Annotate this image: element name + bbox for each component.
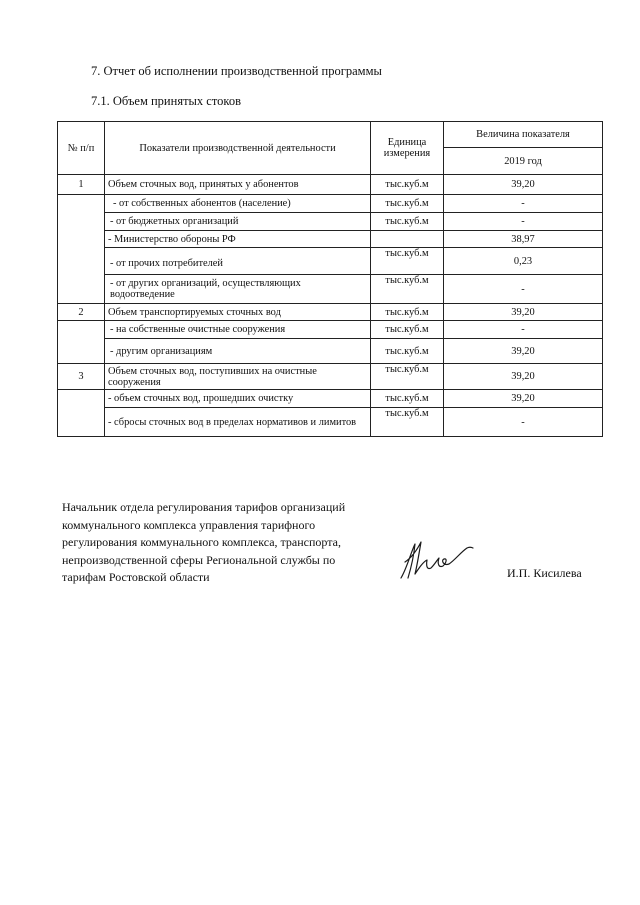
table-row: [58, 175, 603, 195]
header-num: № п/п: [58, 122, 105, 175]
row-unit: тыс.куб.м: [371, 321, 444, 339]
row-value: 39,20: [444, 364, 603, 390]
row-unit: тыс.куб.м: [371, 213, 444, 231]
table-row: [58, 275, 603, 304]
row-value: 38,97: [444, 231, 603, 248]
row-label: Объем сточных вод, поступивших на очистные сооружения: [105, 364, 371, 390]
sewage-volume-table: [57, 121, 603, 437]
row-num-merged: [58, 321, 105, 364]
row-unit: тыс.куб.м: [371, 195, 444, 213]
header-value: Величина показателя: [444, 122, 603, 148]
table-row: [58, 213, 603, 231]
row-label: - от бюджетных организаций: [105, 213, 371, 231]
row-label: - сбросы сточных вод в пределах нормативов и лимитов: [105, 408, 371, 437]
handwritten-signature: [395, 538, 477, 582]
row-unit: тыс.куб.м: [371, 390, 444, 408]
row-unit: тыс.куб.м: [371, 275, 444, 304]
header-year: 2019 год: [444, 148, 603, 175]
table-row: [58, 339, 603, 364]
row-value: 0,23: [444, 248, 603, 275]
row-label: - Министерство обороны РФ: [105, 231, 371, 248]
section-title: 7. Отчет об исполнении производственной программы: [91, 64, 382, 78]
row-num: 1: [58, 175, 105, 195]
table-row: [58, 304, 603, 321]
table-row: [58, 390, 603, 408]
table-row: [58, 408, 603, 437]
signatory-position: Начальник отдела регулирования тарифов организаций коммунального комплекса управления тарифного регулирования коммунального комплекса, транспорта, непроизводственной сферы Региональной службы по тарифам Ростовской области: [62, 500, 346, 584]
row-label: Объем сточных вод, принятых у абонентов: [105, 175, 371, 195]
row-num: 2: [58, 304, 105, 321]
row-label: Объем транспортируемых сточных вод: [105, 304, 371, 321]
row-label: - от собственных абонентов (население): [105, 195, 371, 213]
table-row: [58, 248, 603, 275]
row-unit: тыс.куб.м: [371, 364, 444, 390]
subsection-title: 7.1. Объем принятых стоков: [91, 94, 241, 108]
table-row: [58, 195, 603, 213]
signatory-name: И.П. Кисилева: [507, 566, 582, 580]
header-unit: Единица измерения: [371, 122, 444, 175]
row-value: -: [444, 275, 603, 304]
table-row: [58, 231, 603, 248]
row-unit: тыс.куб.м: [371, 248, 444, 275]
row-value: 39,20: [444, 339, 603, 364]
row-label: - на собственные очистные сооружения: [105, 321, 371, 339]
row-unit: [371, 231, 444, 248]
row-unit: тыс.куб.м: [371, 304, 444, 321]
row-value: -: [444, 321, 603, 339]
row-unit: тыс.куб.м: [371, 339, 444, 364]
row-value: -: [444, 213, 603, 231]
table-row: [58, 321, 603, 339]
row-num: 3: [58, 364, 105, 390]
table-row: [58, 364, 603, 390]
header-indicator: Показатели производственной деятельности: [105, 122, 371, 175]
row-num-merged: [58, 390, 105, 437]
row-label: - от прочих потребителей: [105, 248, 371, 275]
row-num-merged: [58, 195, 105, 304]
row-label: - объем сточных вод, прошедших очистку: [105, 390, 371, 408]
row-value: 39,20: [444, 304, 603, 321]
row-value: -: [444, 195, 603, 213]
row-label: - от других организаций, осуществляющих водоотведение: [105, 275, 371, 304]
row-unit: тыс.куб.м: [371, 408, 444, 437]
row-value: -: [444, 408, 603, 437]
row-unit: тыс.куб.м: [371, 175, 444, 195]
row-value: 39,20: [444, 390, 603, 408]
row-label: - другим организациям: [105, 339, 371, 364]
row-value: 39,20: [444, 175, 603, 195]
